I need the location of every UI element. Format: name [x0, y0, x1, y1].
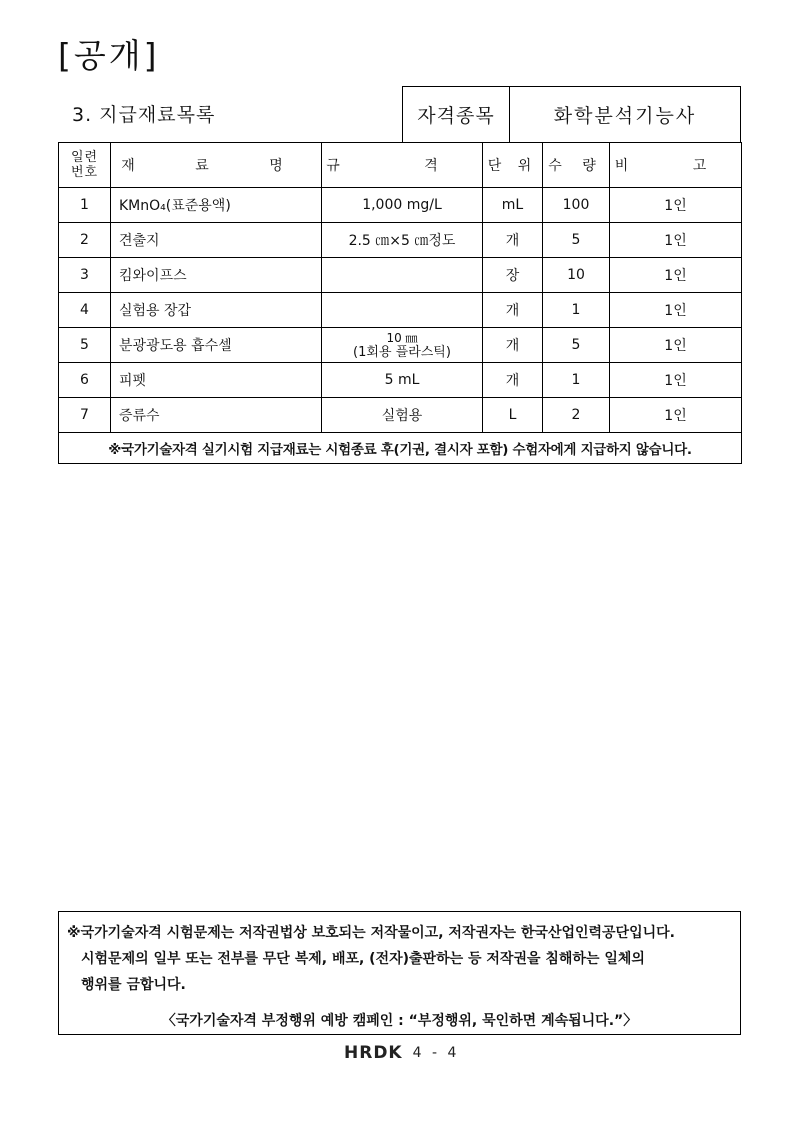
row-qty: 2	[543, 398, 610, 433]
row-note: 1인	[610, 398, 742, 433]
row-unit: L	[483, 398, 543, 433]
row-no: 4	[59, 293, 111, 328]
header-name: 재 료 명	[111, 143, 322, 188]
row-qty: 5	[543, 328, 610, 363]
row-qty: 1	[543, 293, 610, 328]
row-no: 1	[59, 188, 111, 223]
row-qty: 5	[543, 223, 610, 258]
hrdk-logo: HRDK	[344, 1043, 403, 1063]
row-note: 1인	[610, 258, 742, 293]
row-unit: 개	[483, 328, 543, 363]
row-spec-line1: 10 ㎜	[386, 330, 418, 345]
page-number: 4 - 4	[412, 1045, 460, 1061]
materials-notice: ※국가기술자격 실기시험 지급재료는 시험종료 후(기권, 결시자 포함) 수험자에게 지급하지 않습니다.	[59, 433, 742, 464]
row-name: KMnO₄(표준용액)	[111, 188, 322, 223]
header-qty: 수 량	[543, 143, 610, 188]
row-spec: 1,000 mg/L	[322, 188, 483, 223]
row-no: 7	[59, 398, 111, 433]
row-name: 실험용 장갑	[111, 293, 322, 328]
page-footer	[344, 1043, 459, 1063]
table-header-row	[59, 143, 742, 188]
row-note: 1인	[610, 188, 742, 223]
row-unit: 개	[483, 293, 543, 328]
row-name: 분광광도용 흡수셀	[111, 328, 322, 363]
table-row	[59, 328, 742, 363]
copyright-line2: 시험문제의 일부 또는 전부를 무단 복제, 배포, (전자)출판하는 등 저작권을 침해하는 일체의	[81, 951, 645, 967]
header-note: 비 고	[610, 143, 742, 188]
row-no: 6	[59, 363, 111, 398]
row-qty: 100	[543, 188, 610, 223]
header-no: 일련 번호	[59, 143, 111, 188]
table-row	[59, 363, 742, 398]
row-spec	[322, 328, 483, 363]
row-name: 킴와이프스	[111, 258, 322, 293]
row-name: 증류수	[111, 398, 322, 433]
row-no: 2	[59, 223, 111, 258]
row-unit: mL	[483, 188, 543, 223]
qualification-value: 화학분석기능사	[553, 105, 697, 127]
row-spec	[322, 258, 483, 293]
header-spec: 규 격	[322, 143, 483, 188]
public-label: [공개]	[58, 36, 160, 75]
table-row	[59, 223, 742, 258]
row-note: 1인	[610, 223, 742, 258]
row-spec: 2.5 ㎝×5 ㎝정도	[322, 223, 483, 258]
table-row	[59, 398, 742, 433]
materials-table	[58, 142, 742, 464]
row-no: 5	[59, 328, 111, 363]
row-unit: 개	[483, 363, 543, 398]
row-note: 1인	[610, 293, 742, 328]
row-name: 견출지	[111, 223, 322, 258]
row-qty: 1	[543, 363, 610, 398]
header-unit: 단 위	[483, 143, 543, 188]
header-section	[58, 86, 741, 143]
copyright-notice-box	[58, 911, 741, 1035]
table-row	[59, 258, 742, 293]
copyright-line3: 행위를 금합니다.	[81, 977, 186, 993]
qualification-box	[402, 86, 741, 143]
row-spec-line2: (1회용 플라스틱)	[353, 344, 451, 360]
qualification-label: 자격종목	[403, 87, 510, 142]
row-no: 3	[59, 258, 111, 293]
row-name: 피펫	[111, 363, 322, 398]
row-spec: 실험용	[322, 398, 483, 433]
table-row	[59, 188, 742, 223]
copyright-text	[67, 920, 735, 998]
row-spec: 5 mL	[322, 363, 483, 398]
notice-row	[59, 433, 742, 464]
copyright-line1: ※국가기술자격 시험문제는 저작권법상 보호되는 저작물이고, 저작권자는 한국산업인력공단입니다.	[67, 925, 675, 941]
row-unit: 개	[483, 223, 543, 258]
campaign-text: 〈국가기술자격 부정행위 예방 캠페인 : “부정행위, 묵인하면 계속됩니다.”〉	[161, 1013, 638, 1029]
row-note: 1인	[610, 363, 742, 398]
table-row	[59, 293, 742, 328]
row-note: 1인	[610, 328, 742, 363]
row-unit: 장	[483, 258, 543, 293]
row-spec	[322, 293, 483, 328]
section-title: 3. 지급재료목록	[72, 104, 216, 126]
row-qty: 10	[543, 258, 610, 293]
